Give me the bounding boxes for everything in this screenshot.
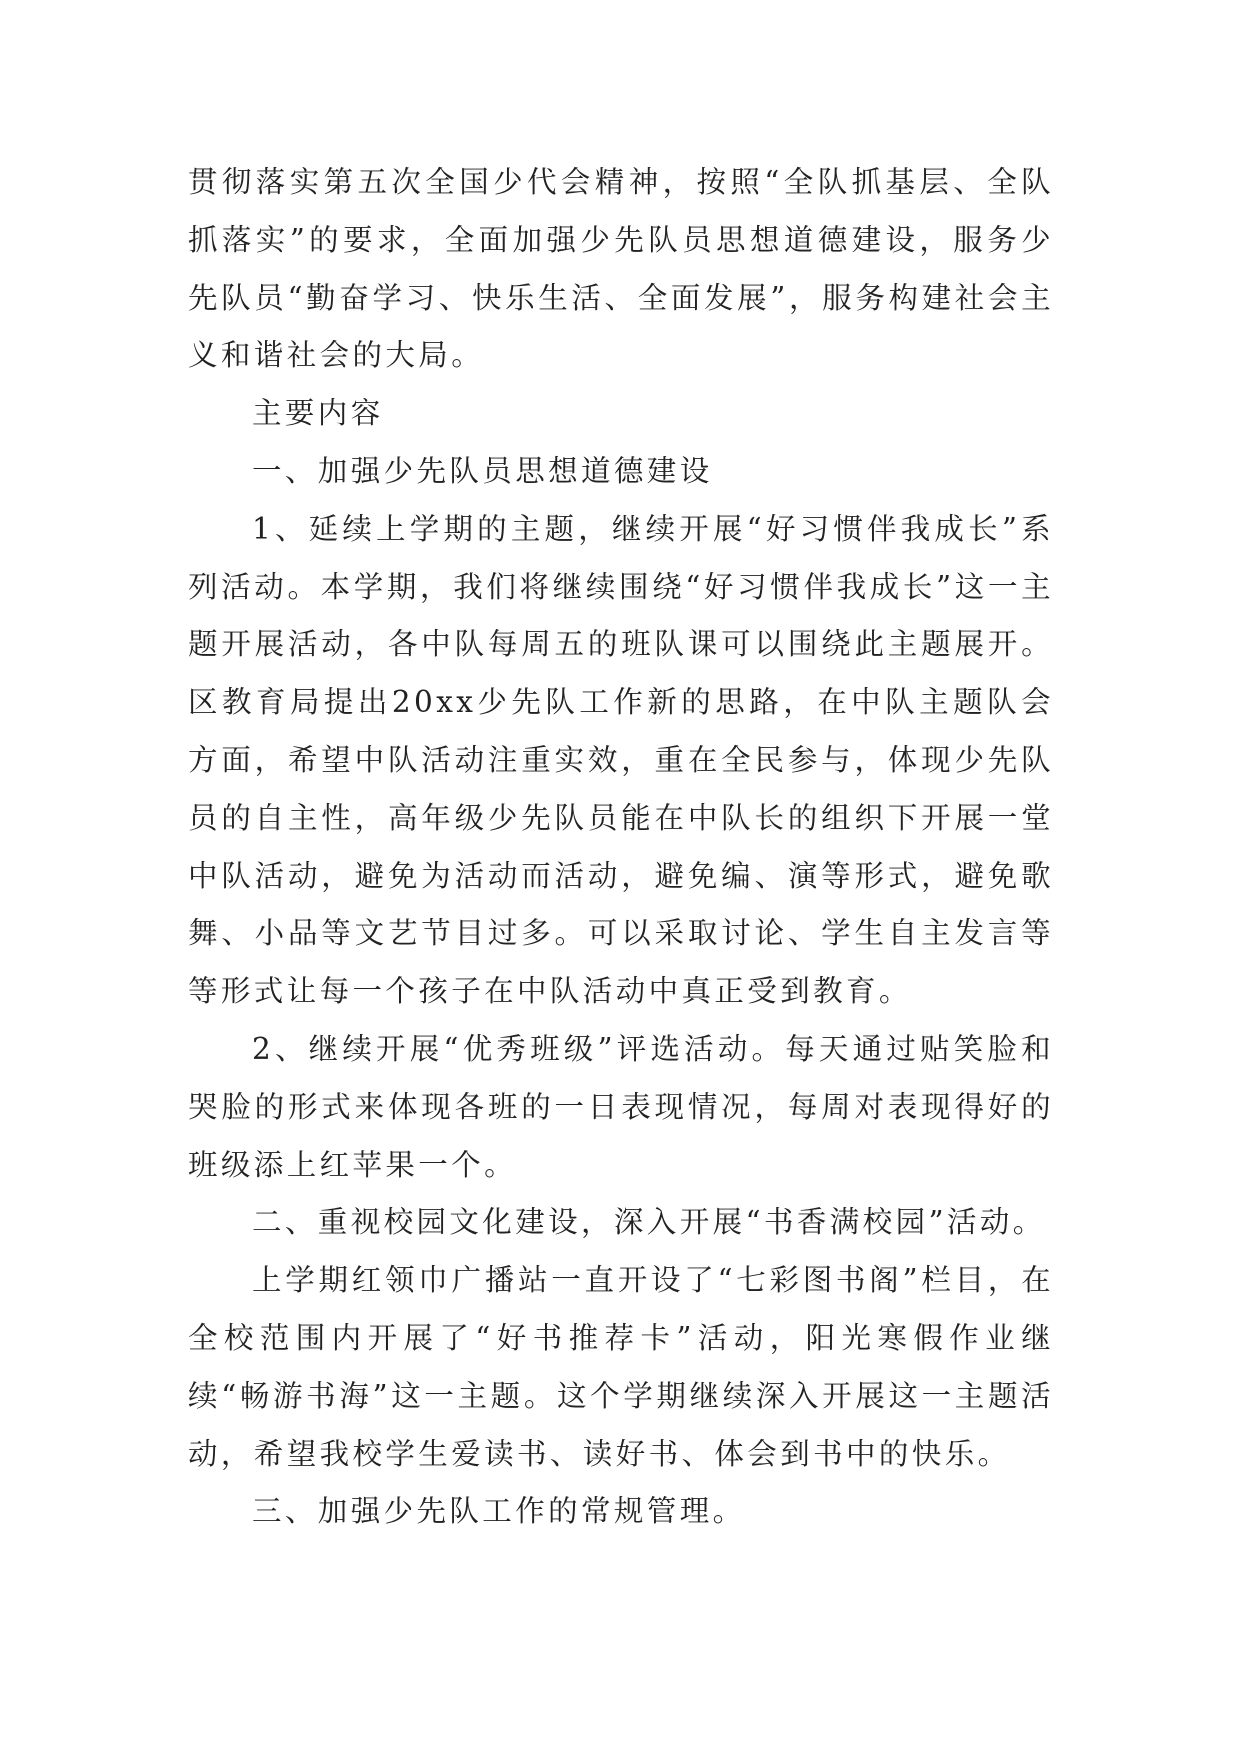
heading-section-2: 二、重视校园文化建设，深入开展“书香满校园”活动。: [252, 1205, 1046, 1240]
heading-section-3: 三、加强少先队工作的常规管理。: [252, 1494, 746, 1529]
paragraph-item-2: 2、继续开展“优秀班级”评选活动。每天通过贴笑脸和哭脸的形式来体现各班的一日表现情况，每周对表现得好的班级添上红苹果一个。: [188, 1031, 1054, 1182]
paragraph-section-2-body: 上学期红领巾广播站一直开设了“七彩图书阁”栏目，在全校范围内开展了“好书推荐卡”活动，阳光寒假作业继续“畅游书海”这一主题。这个学期继续深入开展这一主题活动，希望我校学生爱读书、读好书、体会到书中的快乐。: [188, 1263, 1054, 1471]
paragraph-intro: 贯彻落实第五次全国少代会精神，按照“全队抓基层、全队抓落实”的要求，全面加强少先队员思想道德建设，服务少先队员“勤奋学习、快乐生活、全面发展”，服务构建社会主义和谐社会的大局。: [188, 165, 1054, 373]
paragraph-item-1: 1、延续上学期的主题，继续开展“好习惯伴我成长”系列活动。本学期，我们将继续围绕“好习惯伴我成长”这一主题开展活动，各中队每周五的班队课可以围绕此主题展开。区教育局提出20xx少先队工作新的思路，在中队主题队会方面，希望中队活动注重实效，重在全民参与，体现少先队员的自主性，高年级少先队员能在中队长的组织下开展一堂中队活动，避免为活动而活动，避免编、演等形式，避免歌舞、小品等文艺节目过多。可以采取讨论、学生自主发言等等形式让每一个孩子在中队活动中真正受到教育。: [188, 511, 1054, 1009]
heading-main-content: 主要内容: [252, 396, 384, 431]
document-body: [188, 154, 1054, 1541]
heading-section-1: 一、加强少先队员思想道德建设: [252, 453, 713, 488]
